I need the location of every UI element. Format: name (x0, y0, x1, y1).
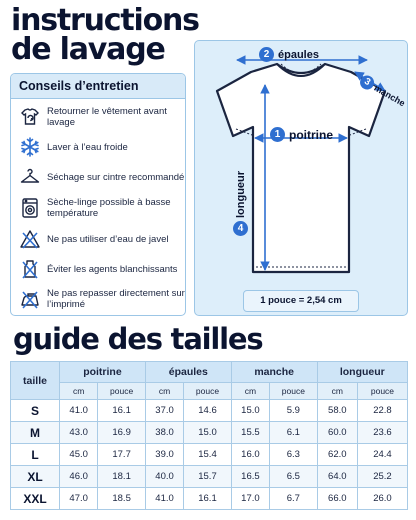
care-item-text: Retourner le vêtement avant lavage (47, 106, 167, 128)
chest-number-badge: 1 (270, 127, 285, 142)
value-cell: 64.0 (317, 466, 357, 488)
size-guide-table (10, 361, 408, 510)
length-label (233, 171, 248, 236)
shoulders-text: épaules (278, 48, 319, 61)
value-cell: 18.5 (98, 488, 146, 510)
unit-header: cm (60, 383, 98, 400)
value-cell: 23.6 (357, 422, 407, 444)
care-item-hang-dry (11, 162, 186, 192)
care-item-cold-wash (11, 132, 186, 162)
table-row (11, 422, 408, 444)
care-panel (10, 73, 186, 316)
care-item-tumble-dry (11, 193, 186, 223)
care-item-text: Séchage sur cintre recommandé (47, 171, 185, 183)
value-cell: 60.0 (317, 422, 357, 444)
no-whitener-icon (19, 258, 41, 280)
inch-conversion-note: 1 pouce = 2,54 cm (243, 290, 359, 312)
value-cell: 24.4 (357, 444, 407, 466)
table-row (11, 400, 408, 422)
table-row (11, 466, 408, 488)
unit-header: pouce (184, 383, 232, 400)
title-line-1: instructions (11, 3, 199, 38)
value-cell: 14.6 (184, 400, 232, 422)
care-item-text: Ne pas utiliser d’eau de javel (47, 233, 169, 245)
tshirt-illustration (217, 64, 385, 272)
care-item-no-bleach (11, 224, 186, 254)
value-cell: 45.0 (60, 444, 98, 466)
no-iron-print-icon (19, 288, 41, 310)
value-cell: 15.4 (184, 444, 232, 466)
value-cell: 17.7 (98, 444, 146, 466)
chest-group-header: poitrine (60, 362, 146, 383)
unit-header: pouce (98, 383, 146, 400)
value-cell: 25.2 (357, 466, 407, 488)
value-cell: 16.1 (98, 400, 146, 422)
care-heading: Conseils d’entretien (11, 74, 185, 99)
value-cell: 22.8 (357, 400, 407, 422)
sleeve-number-badge: 3 (358, 73, 377, 92)
care-item-text: Éviter les agents blanchissants (47, 263, 178, 275)
size-cell: S (11, 400, 60, 422)
value-cell: 46.0 (60, 466, 98, 488)
size-cell: XXL (11, 488, 60, 510)
tumble-dryer-icon (19, 197, 41, 219)
value-cell: 15.5 (231, 422, 269, 444)
size-guide-title: guide des tailles (13, 322, 263, 356)
value-cell: 16.9 (98, 422, 146, 444)
sleeve-text: manche (372, 82, 407, 109)
care-item-no-whitener (11, 254, 186, 284)
value-cell: 43.0 (60, 422, 98, 444)
shoulders-number-badge: 2 (259, 47, 274, 62)
value-cell: 6.3 (270, 444, 318, 466)
length-group-header: longueur (317, 362, 407, 383)
table-header-row (11, 362, 408, 383)
value-cell: 6.5 (270, 466, 318, 488)
snowflake-icon (19, 136, 41, 158)
title-line-2: de lavage (11, 32, 165, 67)
value-cell: 62.0 (317, 444, 357, 466)
shoulders-label (259, 47, 319, 62)
shoulders-group-header: épaules (145, 362, 231, 383)
no-bleach-icon (19, 228, 41, 250)
value-cell: 15.0 (184, 422, 232, 444)
value-cell: 39.0 (145, 444, 183, 466)
sleeve-group-header: manche (231, 362, 317, 383)
length-text: longueur (234, 170, 247, 218)
value-cell: 18.1 (98, 466, 146, 488)
table-units-row (11, 383, 408, 400)
value-cell: 58.0 (317, 400, 357, 422)
value-cell: 66.0 (317, 488, 357, 510)
value-cell: 16.1 (184, 488, 232, 510)
care-item-no-iron-print (11, 284, 186, 314)
value-cell: 40.0 (145, 466, 183, 488)
unit-header: cm (145, 383, 183, 400)
turn-inside-out-icon (19, 106, 41, 128)
value-cell: 26.0 (357, 488, 407, 510)
value-cell: 5.9 (270, 400, 318, 422)
care-item-text: Ne pas repasser directement sur l’imprimé (47, 288, 185, 310)
value-cell: 17.0 (231, 488, 269, 510)
size-cell: L (11, 444, 60, 466)
value-cell: 41.0 (60, 400, 98, 422)
unit-header: cm (231, 383, 269, 400)
length-number-badge: 4 (233, 221, 248, 236)
table-row (11, 444, 408, 466)
size-cell: M (11, 422, 60, 444)
care-item-inside-out (11, 102, 186, 132)
value-cell: 6.7 (270, 488, 318, 510)
page-title (11, 3, 199, 67)
hanger-icon (19, 166, 41, 188)
value-cell: 16.0 (231, 444, 269, 466)
value-cell: 37.0 (145, 400, 183, 422)
unit-header: pouce (357, 383, 407, 400)
tshirt-diagram-panel (194, 40, 408, 316)
chest-text: poitrine (289, 127, 333, 142)
size-cell: XL (11, 466, 60, 488)
value-cell: 15.0 (231, 400, 269, 422)
unit-header: cm (317, 383, 357, 400)
care-item-text: Laver à l’eau froide (47, 141, 128, 153)
unit-header: pouce (270, 383, 318, 400)
value-cell: 15.7 (184, 466, 232, 488)
table-row (11, 488, 408, 510)
care-item-text: Sèche-linge possible à basse température (47, 197, 171, 219)
value-cell: 16.5 (231, 466, 269, 488)
value-cell: 41.0 (145, 488, 183, 510)
value-cell: 47.0 (60, 488, 98, 510)
value-cell: 6.1 (270, 422, 318, 444)
chest-label (270, 127, 333, 142)
value-cell: 38.0 (145, 422, 183, 444)
size-column-header: taille (11, 362, 60, 400)
